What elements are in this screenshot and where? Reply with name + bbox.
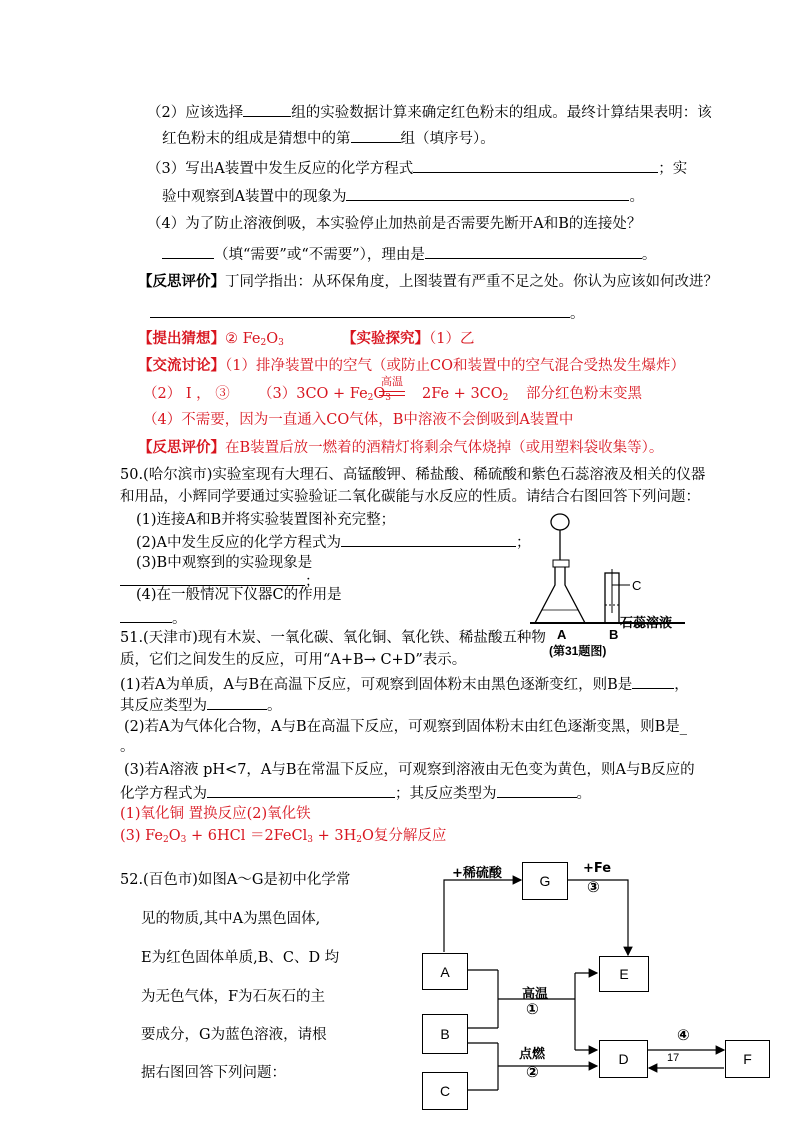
box-c: C [422, 1072, 468, 1110]
label-high-temperature: 高温 [522, 987, 549, 1002]
q50-sub-3: (3)B中观察到的实验现象是 [136, 555, 313, 571]
page-number: 17 [667, 1052, 680, 1064]
question-item-3b: 验中观察到A装置中的现象为 。 [162, 185, 644, 207]
q50-sub-4: (4)在一般情况下仪器C的作用是 [136, 587, 342, 603]
answer-observation: 部分红色粉末变黑 [526, 386, 642, 402]
q51-sub-3: (3)若A溶液 pH<7，A与B在常温下反应，可观察到溶液由无色变为黄色，则A与B反应的 [124, 762, 695, 778]
box-f: F [725, 1040, 770, 1078]
box-g: G [522, 862, 568, 900]
label-step-4: ④ [677, 1026, 690, 1044]
answer-explore: 【实验探究】（1）乙 [342, 330, 475, 347]
q51-sub-1: (1)若A为单质，A与B在高温下反应，可观察到固体粉末由黑色逐渐变红，则B是 ， [120, 673, 689, 695]
q52-line-6: 据右图回答下列问题： [141, 1065, 286, 1081]
question-item-2b: 红色粉末的组成是猜想中的第 组（填序号）。 [162, 127, 495, 149]
reflection-answer-blank: 。 [150, 302, 585, 324]
q52-line-5: 要成分，G为蓝色溶液，请根 [141, 1027, 327, 1043]
figure-label-b: B [609, 627, 619, 642]
box-a: A [422, 953, 468, 990]
answer-equation: $(3)3CO + Fe_2O_3$ [258, 386, 392, 403]
label-step-2: ② [526, 1063, 539, 1081]
reflection-question: 【反思评价】丁同学指出：从环保角度，上图装置有严重不足之处。你认为应该如何改进？ [138, 273, 718, 290]
question-item-4a: （4）为了防止溶液倒吸，本实验停止加热前是否需要先断开A和B的连接处？ [147, 216, 642, 232]
label-fe: +Fe [583, 861, 612, 876]
q52-line-1: 52.(百色市)如图A～G是初中化学常 [120, 872, 351, 888]
box-e: E [599, 956, 649, 992]
q52-line-2: 见的物质,其中A为黑色固体, [141, 911, 321, 927]
question-item-2a: （2）应该选择 组的实验数据计算来确定红色粉末的组成。最终计算结果表明：该 [147, 101, 712, 123]
q51-answer-2: (3) $Fe_2O_3 + 6HCl$ ＝2FeCl$_3$ + $3H_2O$复分解反应 [120, 828, 447, 845]
figure-label-liquid: 石蕊溶液 [620, 615, 673, 630]
q50-sub-1: (1)连接A和B并将实验装置图补充完整； [136, 512, 396, 528]
figure-caption: (第31题图) [549, 644, 607, 658]
q50-line-1: 50.(哈尔滨市)实验室现有大理石、高锰酸钾、稀盐酸、稀硫酸和紫色石蕊溶液及相关的仪器 [120, 467, 706, 483]
label-dilute-sulfuric-acid: +稀硫酸 [452, 866, 502, 881]
answer-guess: 【提出猜想】② $Fe_2O_3$ [138, 330, 284, 348]
figure-label-c: C [632, 578, 642, 593]
answer-discussion: 【交流讨论】（1）排净装置中的空气（或防止CO和装置中的空气混合受热发生爆炸） [138, 357, 685, 374]
q52-line-3: E为红色固体单质,B、C、D 均 [141, 950, 340, 966]
label-ignite: 点燃 [519, 1047, 546, 1062]
box-d: D [599, 1040, 648, 1078]
q51-line-2: 质，它们之间发生的反应，可用“A+B→ C+D”表示。 [120, 652, 467, 668]
q51-sub-3b: 化学方程式为 ；其反应类型为 。 [120, 782, 591, 804]
question-item-4b: （填“需要”或“不需要”），理由是 。 [162, 243, 656, 265]
q51-sub-2b: 。 [120, 739, 135, 755]
q50-line-2: 和用品，小辉同学要通过实验验证二氧化碳能与水反应的性质。请结合右图回答下列问题： [120, 489, 700, 505]
answer-equation-products: $2Fe + 3CO_2$ [422, 386, 509, 403]
answer-reflection: 【反思评价】在B装置后放一燃着的酒精灯将剩余气体烧掉（或用塑料袋收集等）。 [138, 439, 664, 456]
q50-sub-2: (2)A中发生反应的化学方程式为 ； [136, 531, 531, 553]
figure-label-a: A [557, 627, 567, 642]
box-b: B [422, 1014, 468, 1054]
q51-answer-1: (1)氧化铜 置换反应(2)氧化铁 [120, 806, 311, 822]
answer-line-2: （2） Ⅰ ， ③ [143, 386, 230, 402]
q51-sub-1b: 其反应类型为 。 [120, 694, 282, 716]
label-step-1: ① [526, 1000, 539, 1018]
q50-sub-4-blank: 。 [120, 607, 187, 629]
arrow-a-to-g [444, 880, 521, 952]
q50-sub-3-blank: ； [120, 570, 320, 592]
answer-line-3: （4）不需要，因为一直通入CO气体，B中溶液不会倒吸到A装置中 [143, 412, 574, 428]
reaction-condition: 高温 [381, 376, 403, 388]
q52-line-4: 为无色气体，F为石灰石的主 [141, 989, 326, 1005]
question-item-3a: （3）写出A装置中发生反应的化学方程式 ；实 [147, 157, 687, 179]
q51-sub-2: (2)若A为气体化合物，A与B在高温下反应，可观察到固体粉末由红色逐渐变黑，则B是_ [124, 719, 688, 735]
label-step-3: ③ [587, 878, 600, 896]
q51-line-1: 51.(天津市)现有木炭、一氧化碳、氧化铜、氧化铁、稀盐酸五种物 [120, 630, 546, 646]
